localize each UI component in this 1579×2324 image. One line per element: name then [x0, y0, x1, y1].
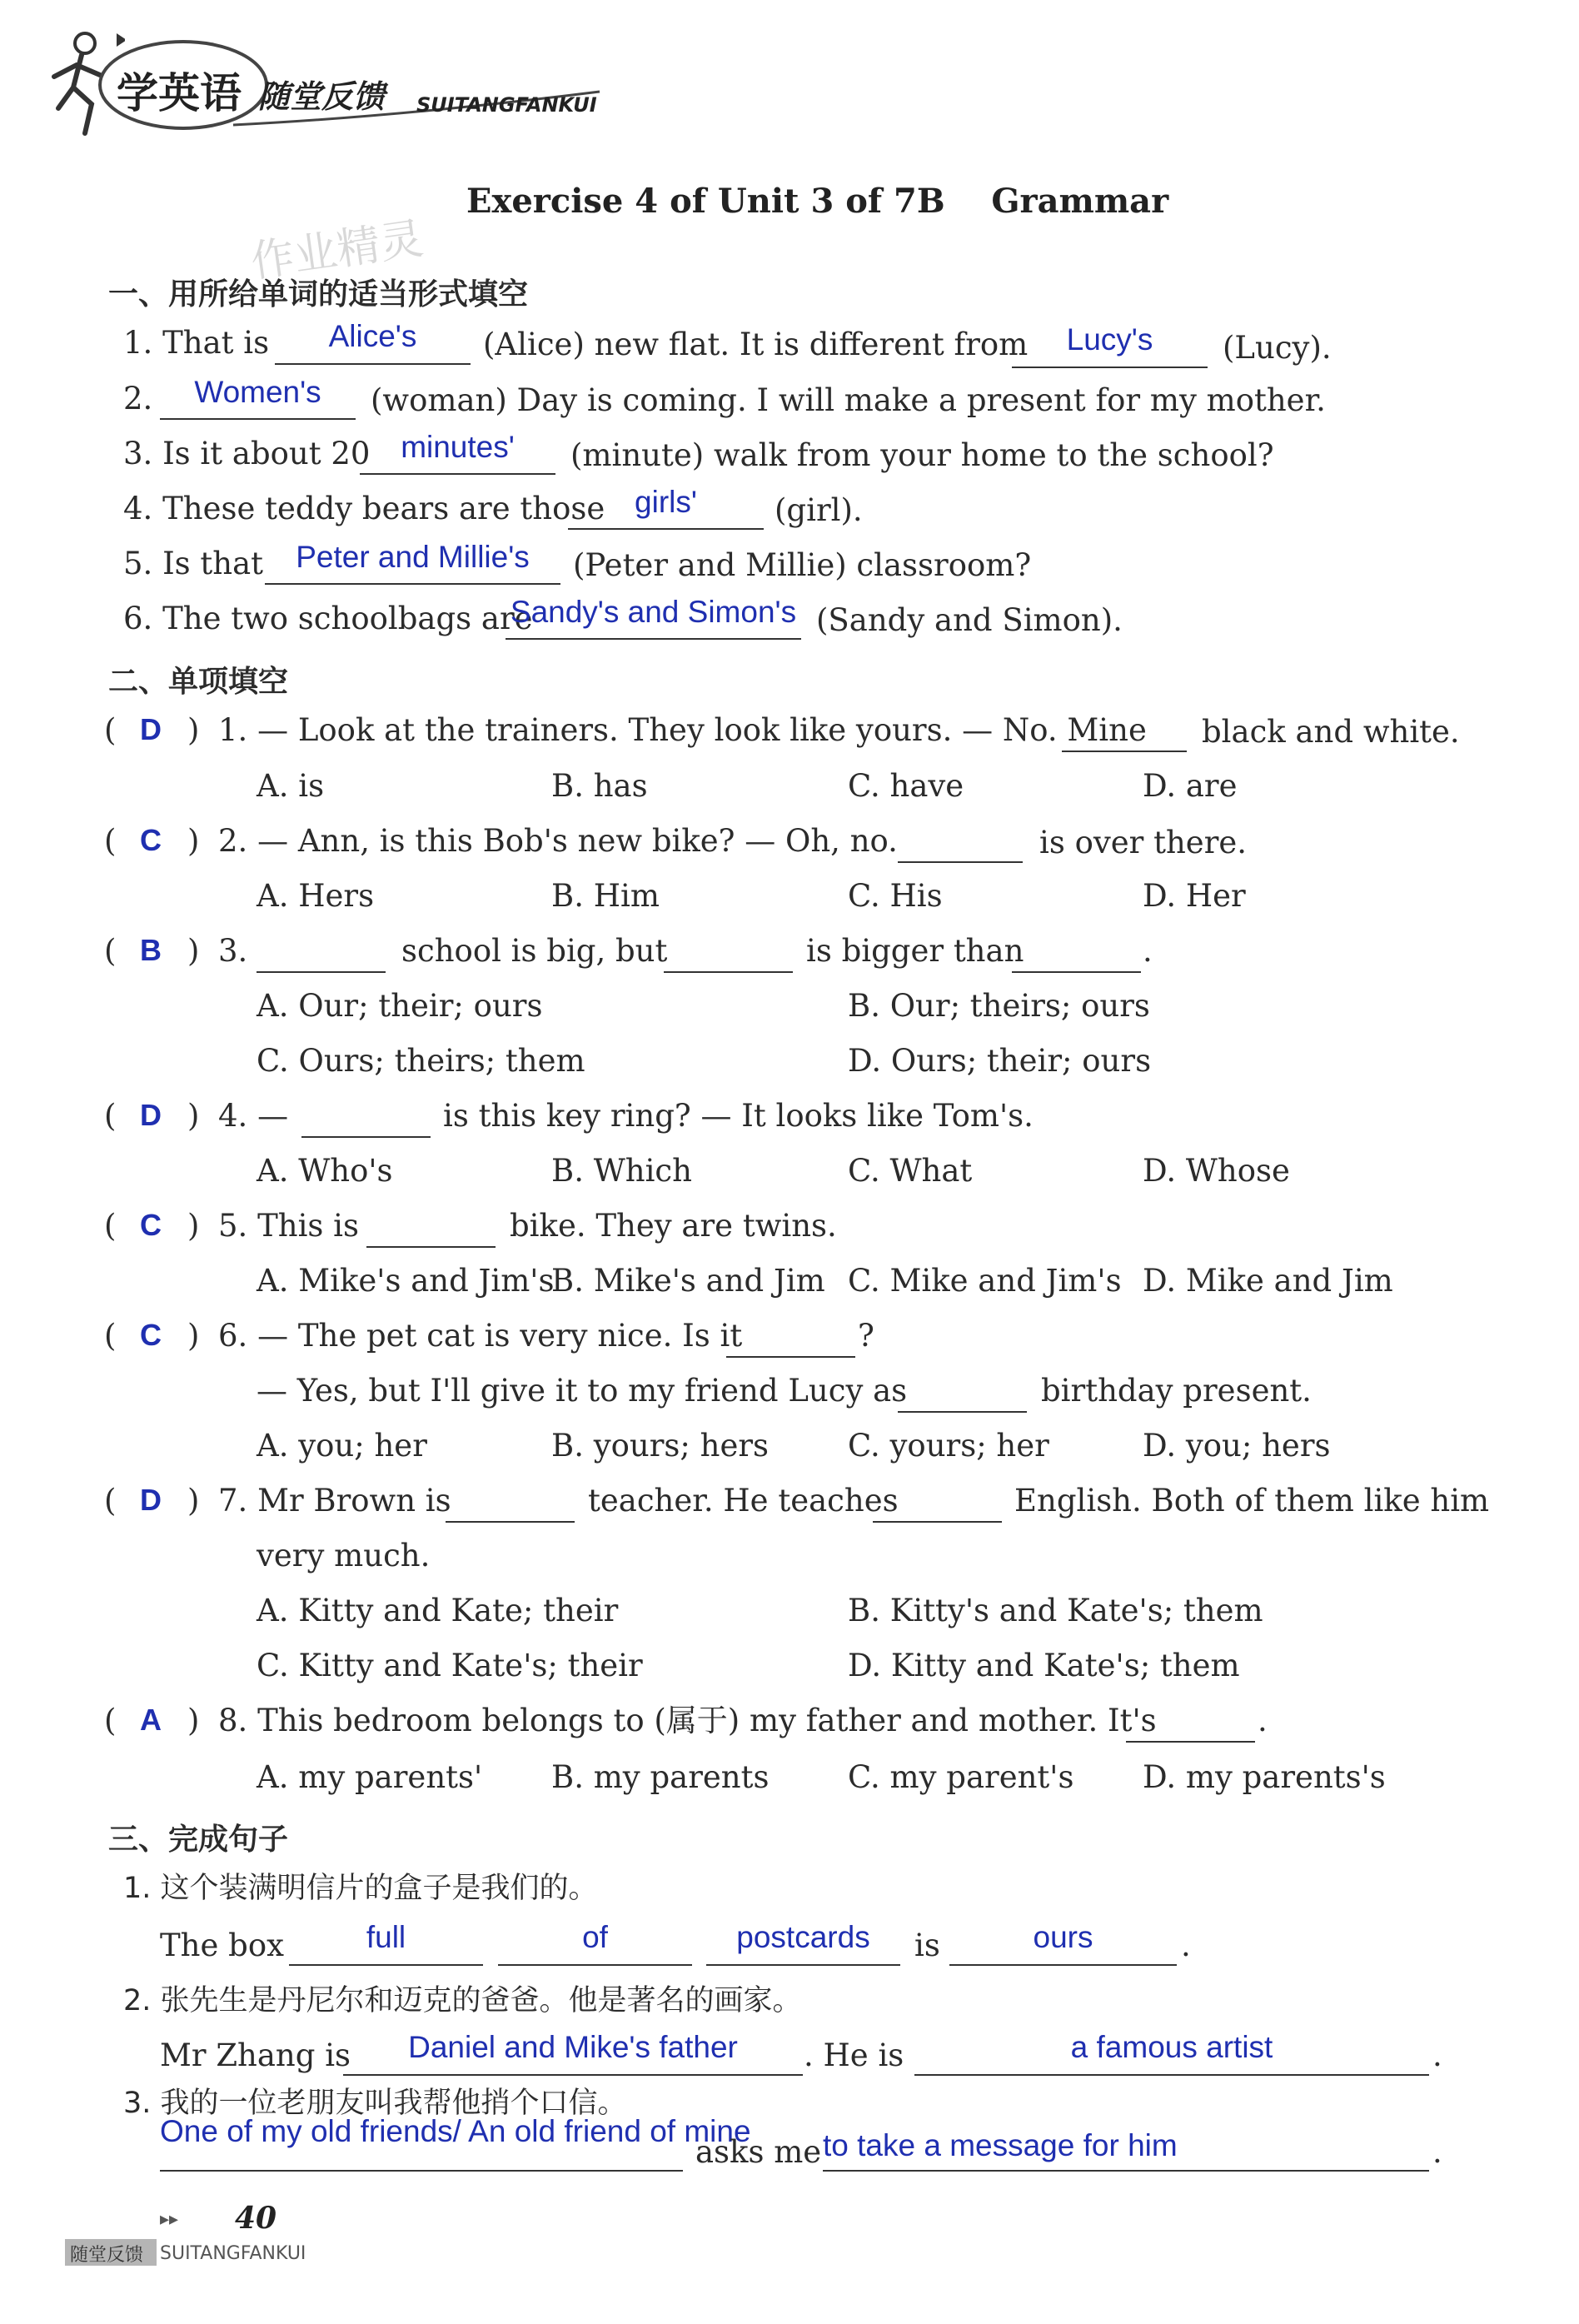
- header-brand: 学英语: [117, 69, 242, 117]
- s2-q1-key: D: [140, 712, 162, 746]
- s2-q1-opt-c[interactable]: C. have: [848, 768, 964, 804]
- s1-q3-answer: minutes': [401, 430, 515, 464]
- s2-q5-paren-right: ): [187, 1208, 200, 1244]
- s3-q1-text-a: The box: [160, 1928, 284, 1963]
- s2-q5-opt-d[interactable]: D. Mike and Jim: [1143, 1263, 1393, 1299]
- s2-q7-paren-right: ): [187, 1483, 200, 1519]
- s2-q5-paren-left: (: [104, 1208, 117, 1244]
- s2-q3-blank3[interactable]: [1012, 971, 1141, 973]
- s2-q6-blank1[interactable]: [726, 1356, 855, 1358]
- s1-q2-text-a: 2.: [123, 381, 153, 416]
- s2-q1-text-b: black and white.: [1202, 714, 1460, 750]
- s2-q5-opt-a[interactable]: A. Mike's and Jim's: [257, 1263, 555, 1299]
- s2-q2-blank[interactable]: [898, 861, 1023, 863]
- s3-q1-answer3: postcards: [736, 1920, 870, 1954]
- s1-q2-blank[interactable]: [160, 418, 356, 420]
- s2-q7-blank1[interactable]: [446, 1521, 575, 1523]
- s1-q1-blank1[interactable]: [275, 363, 471, 365]
- s1-q5-text-a: 5. Is that: [123, 546, 264, 581]
- s1-q3-blank[interactable]: [360, 473, 555, 475]
- s3-q3-chinese: 3. 我的一位老朋友叫我帮他捎个口信。: [123, 2087, 627, 2120]
- s2-q3-text-b: school is big, but: [401, 933, 668, 969]
- s2-q7-opt-a[interactable]: A. Kitty and Kate; their: [257, 1593, 619, 1628]
- s1-q3-text-b: (minute) walk from your home to the school?: [570, 437, 1274, 473]
- s2-q2-paren-left: (: [104, 823, 117, 859]
- s3-q1-answer1: full: [366, 1920, 406, 1954]
- s3-q2-answer2: a famous artist: [1070, 2030, 1273, 2064]
- s3-q3-blank2[interactable]: [823, 2170, 1429, 2172]
- s2-q7-opt-d[interactable]: D. Kitty and Kate's; them: [848, 1648, 1240, 1683]
- s2-q3-text-c: is bigger than: [806, 933, 1024, 969]
- s2-q5-key: C: [140, 1208, 162, 1242]
- section1-heading: 一、用所给单词的适当形式填空: [108, 277, 529, 312]
- s1-q4-answer: girls': [635, 485, 697, 519]
- s3-q2-text-b: . He is: [804, 2037, 904, 2073]
- s2-q6-text-a: 6. — The pet cat is very nice. Is it: [218, 1318, 743, 1354]
- s2-q8-opt-a[interactable]: A. my parents': [257, 1759, 483, 1795]
- s2-q7-blank2[interactable]: [873, 1521, 1002, 1523]
- s1-q2-text-b: (woman) Day is coming. I will make a present for my mother.: [371, 382, 1326, 418]
- s2-q6-opt-b[interactable]: B. yours; hers: [551, 1428, 770, 1464]
- s2-q1-opt-b[interactable]: B. has: [551, 768, 648, 804]
- s2-q1-opt-d[interactable]: D. are: [1143, 768, 1238, 804]
- s2-q8-text-a: 8. This bedroom belongs to (属于) my father and mother. It's: [218, 1703, 1157, 1738]
- s2-q3-text-d: .: [1143, 933, 1153, 969]
- s3-q1-blank2[interactable]: [498, 1964, 692, 1966]
- s1-q6-answer: Sandy's and Simon's: [510, 595, 797, 629]
- s2-q3-opt-d[interactable]: D. Ours; their; ours: [848, 1043, 1152, 1079]
- page-number: 40: [235, 2201, 277, 2236]
- s1-q6-blank[interactable]: [506, 638, 801, 640]
- s2-q5-blank[interactable]: [366, 1246, 496, 1248]
- s2-q6-text-c: — Yes, but I'll give it to my friend Lucy as: [257, 1373, 908, 1409]
- s2-q3-text-a: 3.: [218, 933, 248, 969]
- s2-q6-paren-right: ): [187, 1318, 200, 1354]
- s3-q3-answer2: to take a message for him: [823, 2128, 1178, 2162]
- s3-q1-blank4[interactable]: [949, 1964, 1177, 1966]
- s1-q1-answer2: Lucy's: [1066, 322, 1153, 357]
- s2-q3-blank1[interactable]: [257, 971, 386, 973]
- s2-q6-text-b: ?: [858, 1318, 874, 1354]
- s2-q1-opt-a[interactable]: A. is: [257, 768, 325, 804]
- s2-q8-key: A: [140, 1703, 162, 1737]
- s1-q1-blank2[interactable]: [1012, 367, 1208, 368]
- footer-arrow-icon: ▸▸: [160, 2209, 179, 2230]
- footer-label: 随堂反馈: [70, 2245, 144, 2266]
- s2-q4-opt-d[interactable]: D. Whose: [1143, 1153, 1290, 1189]
- s2-q1-paren-left: (: [104, 712, 117, 748]
- s2-q7-opt-c[interactable]: C. Kitty and Kate's; their: [257, 1648, 643, 1683]
- header-sub: 随堂反馈: [258, 78, 386, 115]
- s2-q7-text-a: 7. Mr Brown is: [218, 1483, 451, 1519]
- s3-q2-chinese: 2. 张先生是丹尼尔和迈克的爸爸。他是著名的画家。: [123, 1984, 802, 2017]
- s2-q7-paren-left: (: [104, 1483, 117, 1519]
- s1-q4-text-a: 4. These teddy bears are those: [123, 491, 605, 526]
- s2-q1-text-a: 1. — Look at the trainers. They look like yours. — No. Mine: [218, 712, 1147, 748]
- s2-q4-opt-b[interactable]: B. Which: [551, 1153, 692, 1189]
- s2-q7-opt-b[interactable]: B. Kitty's and Kate's; them: [848, 1593, 1263, 1628]
- s2-q8-opt-c[interactable]: C. my parent's: [848, 1759, 1074, 1795]
- s2-q5-text-a: 5. This is: [218, 1208, 359, 1244]
- s3-q2-blank2[interactable]: [914, 2074, 1429, 2076]
- s2-q3-opt-c[interactable]: C. Ours; theirs; them: [257, 1043, 585, 1079]
- s3-q3-text-c: .: [1432, 2134, 1442, 2170]
- s2-q8-paren-right: ): [187, 1703, 200, 1738]
- s2-q4-key: D: [140, 1098, 162, 1132]
- s1-q4-blank[interactable]: [568, 528, 764, 530]
- s2-q6-opt-d[interactable]: D. you; hers: [1143, 1428, 1331, 1464]
- s3-q3-blank1[interactable]: [160, 2170, 683, 2172]
- s3-q2-answer1: Daniel and Mike's father: [408, 2030, 738, 2064]
- s2-q2-opt-b[interactable]: B. Him: [551, 878, 660, 914]
- section3-heading: 三、完成句子: [108, 1823, 289, 1857]
- s2-q6-key: C: [140, 1318, 162, 1352]
- watermark: 作业精灵: [247, 213, 426, 288]
- s2-q6-paren-left: (: [104, 1318, 117, 1354]
- s2-q4-blank[interactable]: [301, 1136, 431, 1138]
- s3-q1-answer2: of: [582, 1920, 608, 1954]
- s2-q6-blank2[interactable]: [898, 1411, 1027, 1413]
- s1-q1-answer1: Alice's: [328, 319, 417, 353]
- s2-q4-opt-c[interactable]: C. What: [848, 1153, 973, 1189]
- s1-q6-text-a: 6. The two schoolbags are: [123, 601, 533, 636]
- header-latin: SUITANGFANKUI: [416, 93, 597, 117]
- s3-q2-text-a: Mr Zhang is: [160, 2037, 351, 2073]
- s3-q2-blank1[interactable]: [343, 2074, 803, 2076]
- s1-q3-text-a: 3. Is it about 20: [123, 436, 371, 471]
- s2-q1-paren-right: ): [187, 712, 200, 748]
- s2-q8-opt-b[interactable]: B. my parents: [551, 1759, 770, 1795]
- s2-q3-paren-left: (: [104, 933, 117, 969]
- s3-q3-answer1: One of my old friends/ An old friend of mine: [160, 2114, 751, 2148]
- s1-q4-text-b: (girl).: [775, 492, 863, 528]
- s2-q2-opt-a[interactable]: A. Hers: [257, 878, 375, 914]
- s2-q8-blank[interactable]: [1126, 1741, 1255, 1743]
- footer-badge: [65, 2239, 157, 2266]
- s2-q8-text-b: .: [1258, 1703, 1268, 1738]
- s2-q2-opt-d[interactable]: D. Her: [1143, 878, 1246, 914]
- s1-q1-text-c: (Lucy).: [1223, 330, 1332, 366]
- header-logo: [33, 25, 616, 142]
- s2-q2-key: C: [140, 823, 162, 857]
- s1-q5-text-b: (Peter and Millie) classroom?: [573, 547, 1032, 583]
- s2-q7-text-d: very much.: [257, 1538, 431, 1573]
- footer-latin: SUITANGFANKUI: [160, 2243, 306, 2264]
- s1-q6-text-b: (Sandy and Simon).: [816, 602, 1123, 638]
- s2-q8-paren-left: (: [104, 1703, 117, 1738]
- s2-q7-text-c: English. Both of them like him: [1014, 1483, 1490, 1519]
- s2-q6-opt-a[interactable]: A. you; her: [257, 1428, 427, 1464]
- s2-q4-paren-left: (: [104, 1098, 117, 1134]
- s1-q2-answer: Women's: [194, 375, 321, 409]
- s2-q2-paren-right: ): [187, 823, 200, 859]
- s2-q5-opt-c[interactable]: C. Mike and Jim's: [848, 1263, 1122, 1299]
- s2-q4-paren-right: ): [187, 1098, 200, 1134]
- s2-q5-text-b: bike. They are twins.: [510, 1208, 837, 1244]
- s3-q1-chinese: 1. 这个装满明信片的盒子是我们的。: [123, 1872, 598, 1905]
- s2-q3-opt-a[interactable]: A. Our; their; ours: [257, 988, 543, 1024]
- s2-q7-key: D: [140, 1483, 162, 1517]
- s3-q1-text-c: .: [1181, 1928, 1191, 1963]
- s3-q1-answer4: ours: [1033, 1920, 1093, 1954]
- s2-q3-opt-b[interactable]: B. Our; theirs; ours: [848, 988, 1150, 1024]
- s2-q4-text-b: is this key ring? — It looks like Tom's.: [443, 1098, 1034, 1134]
- s2-q5-opt-b[interactable]: B. Mike's and Jim: [551, 1263, 825, 1299]
- s2-q1-blank[interactable]: [1062, 751, 1187, 752]
- s1-q1-text-b: (Alice) new flat. It is different from: [483, 327, 1029, 362]
- s3-q1-text-b: is: [914, 1928, 940, 1963]
- s2-q4-opt-a[interactable]: A. Who's: [257, 1153, 393, 1189]
- section2-heading: 二、单项填空: [108, 665, 289, 699]
- s1-q5-blank[interactable]: [265, 583, 560, 585]
- s2-q2-opt-c[interactable]: C. His: [848, 878, 943, 914]
- s1-q1-text-a: 1. That is: [123, 325, 270, 361]
- s3-q3-text-b: asks me: [695, 2134, 822, 2170]
- s2-q3-blank2[interactable]: [664, 971, 793, 973]
- s3-q1-blank3[interactable]: [706, 1964, 900, 1966]
- s2-q7-text-b: teacher. He teaches: [588, 1483, 899, 1519]
- s2-q6-opt-c[interactable]: C. yours; her: [848, 1428, 1049, 1464]
- s2-q6-text-d: birthday present.: [1041, 1373, 1312, 1409]
- page-title: Exercise 4 of Unit 3 of 7B Grammar: [466, 182, 1169, 221]
- s2-q4-text-a: 4. —: [218, 1098, 289, 1134]
- s2-q3-key: B: [140, 933, 162, 967]
- s2-q2-text-a: 2. — Ann, is this Bob's new bike? — Oh, no.: [218, 823, 898, 859]
- s2-q2-text-b: is over there.: [1039, 825, 1248, 860]
- s3-q2-text-c: .: [1432, 2037, 1442, 2073]
- s2-q8-opt-d[interactable]: D. my parents's: [1143, 1759, 1386, 1795]
- s2-q3-paren-right: ): [187, 933, 200, 969]
- s3-q1-blank1[interactable]: [289, 1964, 483, 1966]
- s1-q5-answer: Peter and Millie's: [296, 540, 530, 574]
